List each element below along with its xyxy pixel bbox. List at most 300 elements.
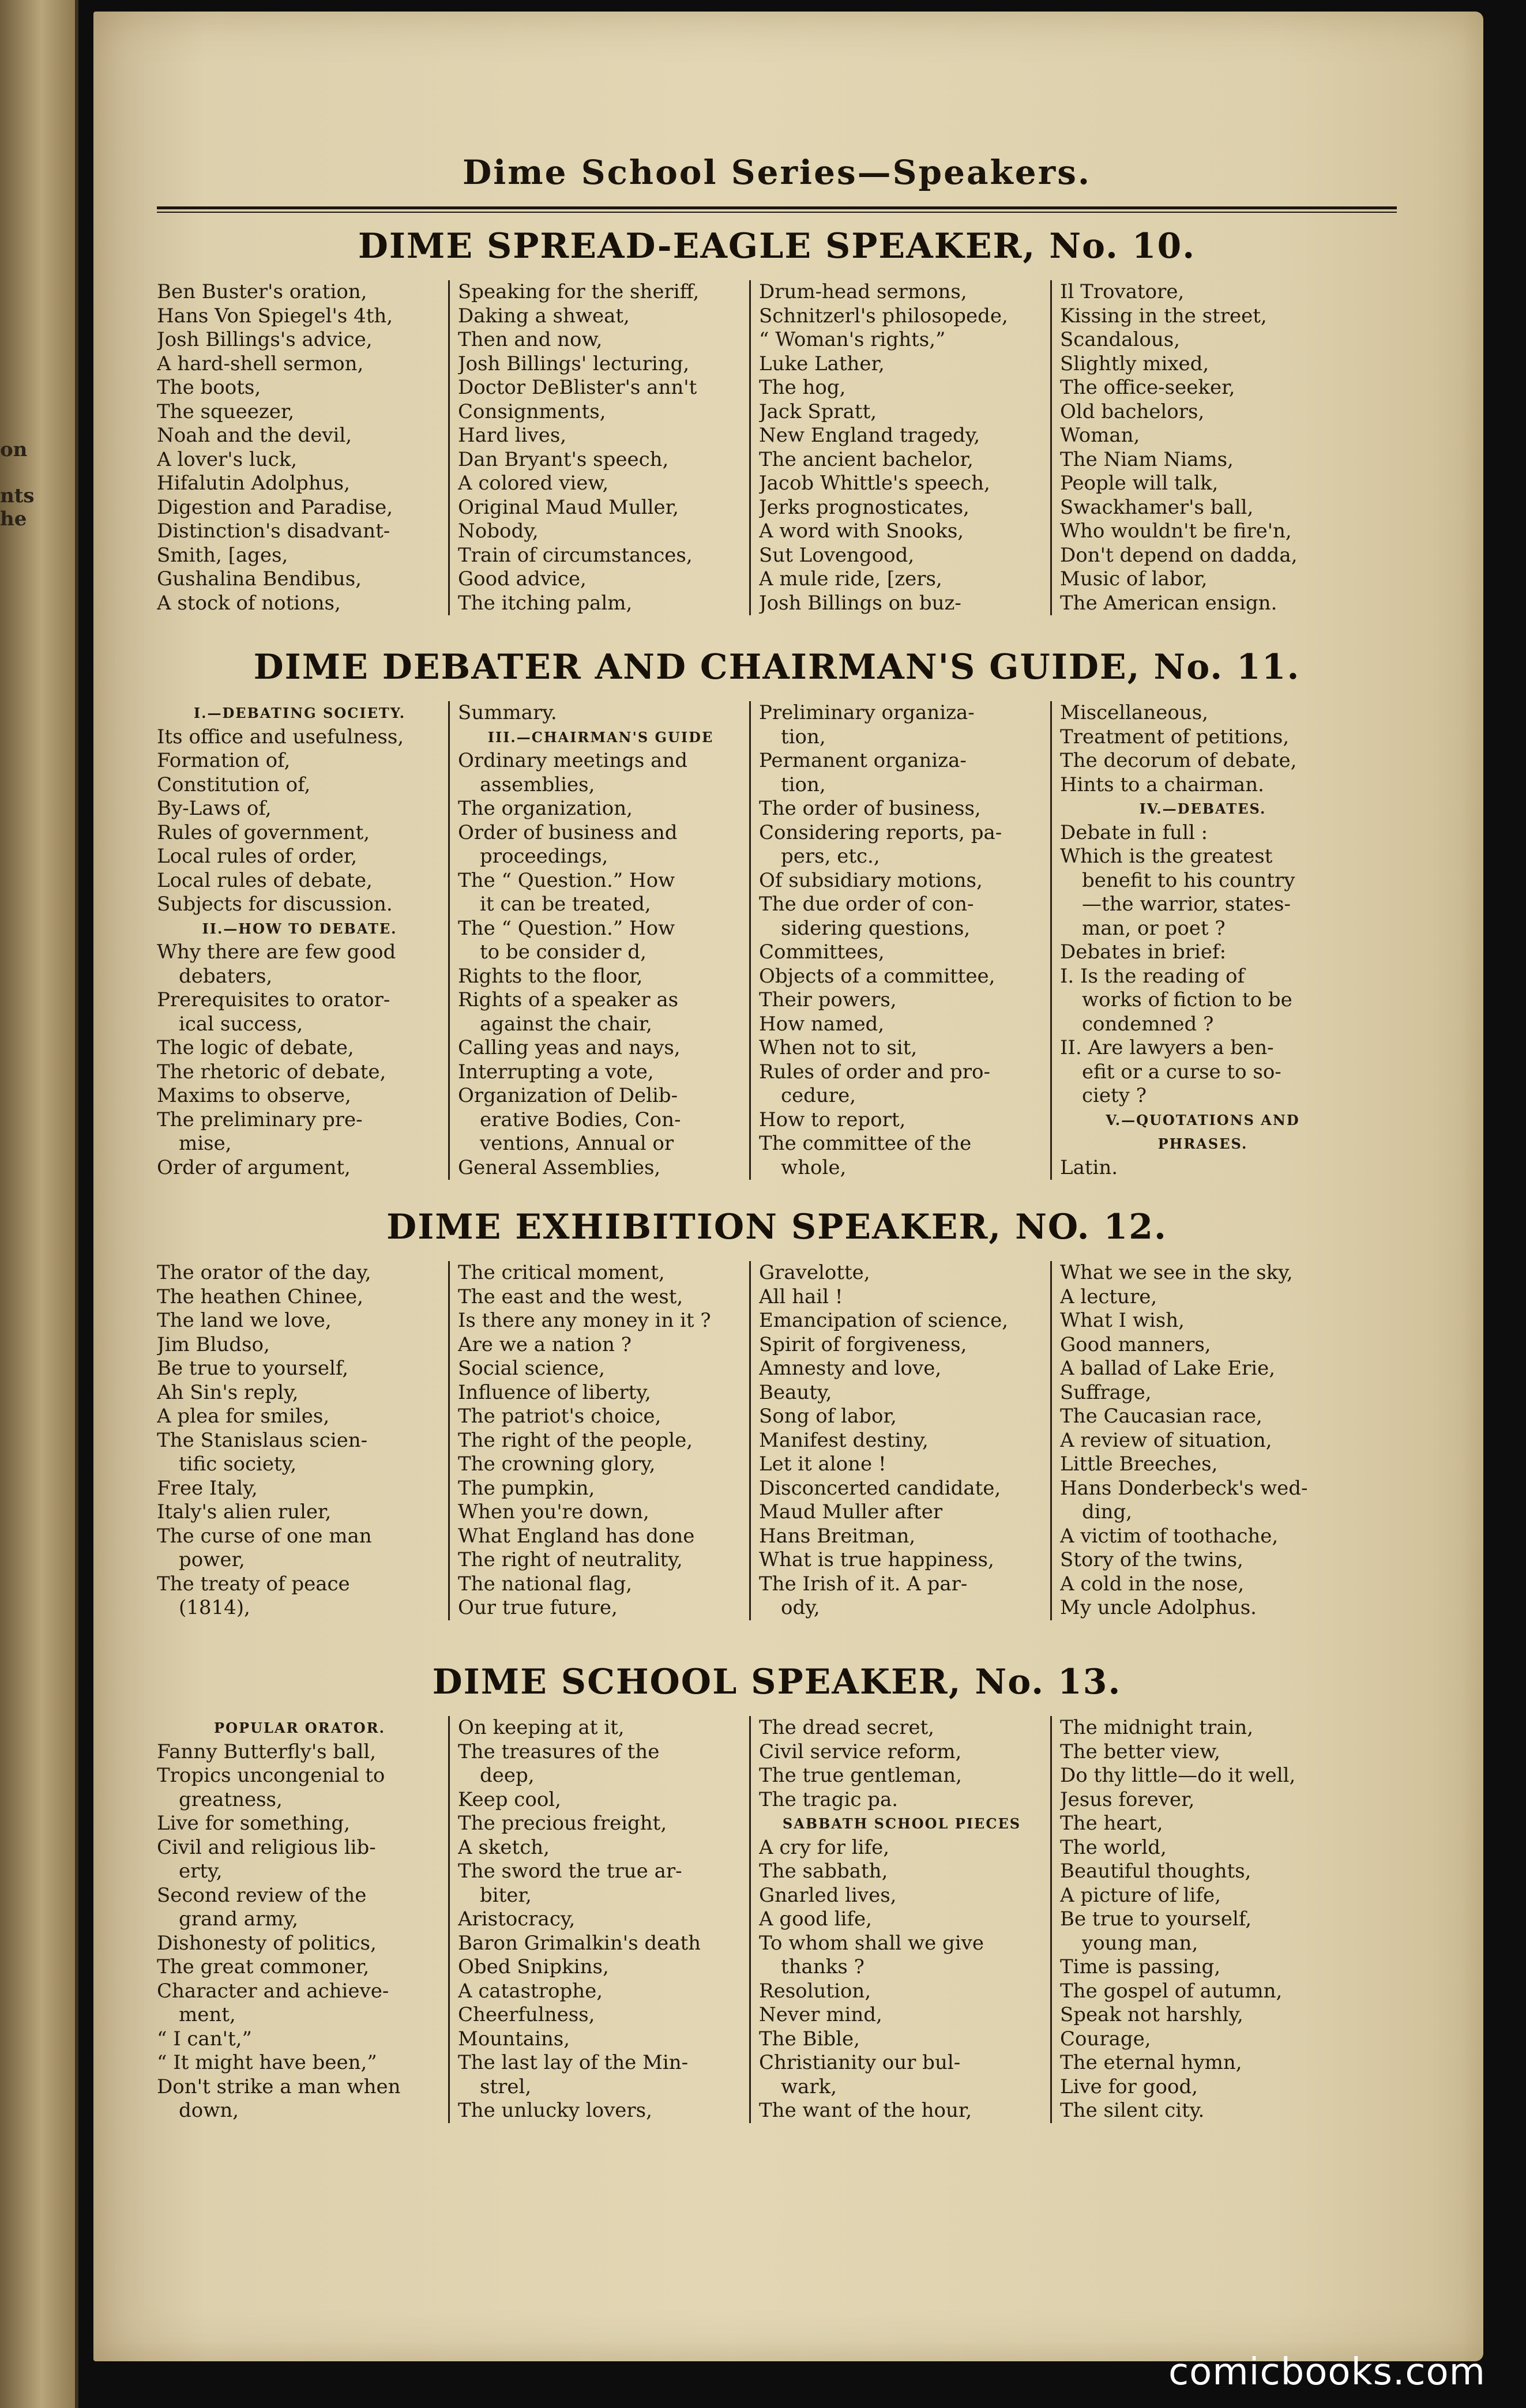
catalog-entry: Which is the greatest <box>1060 845 1273 868</box>
catalog-entry: The pumpkin, <box>458 1476 595 1500</box>
catalog-entry: Considering reports, pa- <box>759 821 1002 844</box>
catalog-entry: Order of business and <box>458 821 678 844</box>
catalog-entry: What England has done <box>458 1524 695 1548</box>
catalog-entry: whole, <box>781 1156 847 1179</box>
catalog-entry: Subjects for discussion. <box>157 893 393 916</box>
catalog-entry: The tragic pa. <box>759 1788 899 1811</box>
catalog-entry: Spirit of forgiveness, <box>759 1333 967 1356</box>
catalog-entry: Why there are few good <box>157 940 396 964</box>
prev-page-fragment: on <box>0 438 28 461</box>
catalog-entry: Of subsidiary motions, <box>759 868 983 892</box>
catalog-entry: Manifest destiny, <box>759 1428 929 1452</box>
catalog-entry: sidering questions, <box>781 916 971 940</box>
catalog-entry: Digestion and Paradise, <box>157 495 393 519</box>
catalog-entry: Rules of order and pro- <box>759 1060 990 1083</box>
catalog-entry: PHRASES. <box>1157 1135 1248 1152</box>
section-title: DIME SCHOOL SPEAKER, No. 13. <box>432 1662 1122 1702</box>
catalog-entry: Original Maud Muller, <box>458 495 679 519</box>
catalog-entry: The Caucasian race, <box>1060 1405 1262 1428</box>
catalog-entry: Interrupting a vote, <box>458 1060 654 1083</box>
catalog-entry: Rights of a speaker as <box>458 988 679 1011</box>
section-title: DIME SPREAD-EAGLE SPEAKER, No. 10. <box>358 226 1196 266</box>
catalog-entry: Prerequisites to orator- <box>157 988 390 1011</box>
catalog-entry: works of fiction to be <box>1082 988 1292 1011</box>
catalog-entry: down, <box>179 2099 239 2122</box>
catalog-entry: ical success, <box>179 1012 303 1036</box>
catalog-column <box>157 280 448 615</box>
catalog-entry: Daking a shweat, <box>458 304 630 328</box>
catalog-entry: Ben Buster's oration, <box>157 280 367 303</box>
catalog-entry: —the warrior, states- <box>1082 893 1291 916</box>
catalog-entry: Who wouldn't be fire'n, <box>1060 520 1292 543</box>
catalog-column <box>157 701 448 1180</box>
catalog-entry: Character and achieve- <box>157 1979 389 2003</box>
catalog-column <box>157 1716 448 2123</box>
catalog-entry: The silent city. <box>1060 2099 1205 2122</box>
catalog-entry: grand army, <box>179 1907 299 1931</box>
catalog-entry: Jack Spratt, <box>759 400 877 423</box>
catalog-entry: Drum-head sermons, <box>759 280 967 303</box>
catalog-entry: What we see in the sky, <box>1060 1261 1293 1284</box>
catalog-entry: A lover's luck, <box>157 447 298 471</box>
catalog-entry: The treasures of the <box>458 1740 660 1763</box>
catalog-entry: The squeezer, <box>157 400 295 423</box>
catalog-entry: The boots, <box>157 376 261 399</box>
catalog-entry: Civil and religious lib- <box>157 1835 376 1859</box>
catalog-entry: Noah and the devil, <box>157 424 352 447</box>
catalog-entry: Order of argument, <box>157 1156 351 1179</box>
catalog-entry: Cheerfulness, <box>458 2003 595 2026</box>
catalog-entry: The American ensign. <box>1060 591 1277 615</box>
catalog-column <box>157 1261 448 1620</box>
catalog-entry: The treaty of peace <box>157 1572 350 1596</box>
catalog-entry: A ballad of Lake Erie, <box>1060 1357 1276 1380</box>
catalog-entry: A catastrophe, <box>458 1979 603 2003</box>
catalog-entry: The right of the people, <box>458 1428 693 1452</box>
catalog-entry: biter, <box>480 1883 532 1907</box>
catalog-entry: cedure, <box>781 1084 856 1107</box>
catalog-entry: Story of the twins, <box>1060 1548 1243 1571</box>
catalog-entry: assemblies, <box>480 773 595 796</box>
catalog-entry: Miscellaneous, <box>1060 701 1208 724</box>
catalog-entry: The better view, <box>1060 1740 1220 1763</box>
catalog-column <box>749 1261 1050 1620</box>
catalog-entry: Keep cool, <box>458 1788 561 1811</box>
catalog-entry: Committees, <box>759 940 885 964</box>
catalog-entry: Then and now, <box>458 328 603 351</box>
catalog-entry: ciety ? <box>1082 1084 1147 1107</box>
catalog-entry: Is there any money in it ? <box>458 1309 711 1332</box>
catalog-entry: Tropics uncongenial to <box>157 1764 385 1787</box>
catalog-entry: (1814), <box>179 1596 250 1619</box>
catalog-entry: The Irish of it. A par- <box>759 1572 968 1596</box>
catalog-entry: The organization, <box>458 797 633 820</box>
catalog-entry: Rights to the floor, <box>458 964 643 988</box>
catalog-entry: The heart, <box>1060 1812 1163 1835</box>
catalog-entry: Gnarled lives, <box>759 1883 897 1907</box>
catalog-entry: Kissing in the street, <box>1060 304 1267 328</box>
catalog-entry: Live for something, <box>157 1812 350 1835</box>
catalog-entry: A colored view, <box>458 472 609 495</box>
catalog-entry: Civil service reform, <box>759 1740 962 1763</box>
catalog-entry: The preliminary pre- <box>157 1108 363 1131</box>
catalog-entry: against the chair, <box>480 1012 652 1036</box>
catalog-entry: How named, <box>759 1012 885 1036</box>
catalog-entry: When you're down, <box>458 1500 649 1523</box>
catalog-entry: tific society, <box>179 1453 297 1476</box>
catalog-entry: The midnight train, <box>1060 1716 1254 1739</box>
catalog-entry: Preliminary organiza- <box>759 701 975 724</box>
catalog-column <box>1050 701 1351 1180</box>
catalog-entry: Be true to yourself, <box>157 1357 349 1380</box>
catalog-entry: “ I can't,” <box>157 2027 252 2050</box>
catalog-entry: Fanny Butterfly's ball, <box>157 1740 377 1763</box>
catalog-entry: Ordinary meetings and <box>458 749 688 772</box>
catalog-entry: V.—QUOTATIONS AND <box>1106 1111 1300 1128</box>
catalog-entry: The curse of one man <box>157 1524 372 1548</box>
catalog-entry: The rhetoric of debate, <box>157 1060 386 1083</box>
catalog-entry: A victim of toothache, <box>1060 1524 1279 1548</box>
catalog-entry: debaters, <box>179 964 273 988</box>
catalog-entry: New England tragedy, <box>759 424 980 447</box>
catalog-entry: Slightly mixed, <box>1060 352 1209 375</box>
catalog-entry: Are we a nation ? <box>458 1333 632 1356</box>
catalog-entry: Courage, <box>1060 2027 1151 2050</box>
catalog-entry: Beauty, <box>759 1380 832 1404</box>
catalog-entry: Christianity our bul- <box>759 2051 961 2074</box>
catalog-entry: The due order of con- <box>759 893 974 916</box>
catalog-entry: Nobody, <box>458 520 539 543</box>
catalog-column <box>1050 280 1351 615</box>
catalog-entry: Music of labor, <box>1060 567 1208 590</box>
catalog-entry: Never mind, <box>759 2003 882 2026</box>
prev-page-fragment: nts <box>0 484 35 507</box>
catalog-entry: The national flag, <box>458 1572 633 1596</box>
catalog-entry: ment, <box>179 2003 236 2026</box>
catalog-entry: Sut Lovengood, <box>759 543 915 567</box>
book-page <box>93 12 1483 2361</box>
catalog-entry: Hifalutin Adolphus, <box>157 472 350 495</box>
catalog-entry: A review of situation, <box>1060 1428 1272 1452</box>
catalog-entry: The precious freight, <box>458 1812 667 1835</box>
catalog-entry: Gushalina Bendibus, <box>157 567 362 590</box>
catalog-entry: The sabbath, <box>759 1860 888 1883</box>
catalog-entry: Summary. <box>458 701 557 724</box>
catalog-entry: The true gentleman, <box>759 1764 962 1787</box>
catalog-entry: A sketch, <box>458 1835 550 1859</box>
catalog-entry: The east and the west, <box>458 1285 683 1308</box>
catalog-column <box>448 1261 749 1620</box>
catalog-entry: My uncle Adolphus. <box>1060 1596 1257 1619</box>
catalog-entry: Second review of the <box>157 1883 367 1907</box>
catalog-entry: The sword the true ar- <box>458 1860 682 1883</box>
catalog-entry: Josh Billings's advice, <box>157 328 373 351</box>
catalog-entry: The heathen Chinee, <box>157 1285 363 1308</box>
catalog-entry: The critical moment, <box>458 1261 665 1284</box>
catalog-entry: The great commoner, <box>157 1955 370 1978</box>
catalog-column <box>749 701 1050 1180</box>
catalog-entry: Influence of liberty, <box>458 1380 651 1404</box>
catalog-entry: Schnitzerl's philosopede, <box>759 304 1008 328</box>
catalog-entry: Time is passing, <box>1060 1955 1221 1978</box>
catalog-entry: Disconcerted candidate, <box>759 1476 1001 1500</box>
catalog-entry: thanks ? <box>781 1955 865 1978</box>
catalog-entry: Beautiful thoughts, <box>1060 1860 1251 1883</box>
catalog-entry: “ Woman's rights,” <box>759 328 946 351</box>
catalog-entry: Jesus forever, <box>1060 1788 1195 1811</box>
catalog-entry: Smith, [ages, <box>157 543 288 567</box>
catalog-entry: A word with Snooks, <box>759 520 964 543</box>
catalog-entry: A hard-shell sermon, <box>157 352 364 375</box>
catalog-entry: Distinction's disadvant- <box>157 520 390 543</box>
catalog-entry: power, <box>179 1548 245 1571</box>
catalog-entry: greatness, <box>179 1788 283 1811</box>
catalog-entry: wark, <box>781 2075 837 2098</box>
catalog-entry: By-Laws of, <box>157 797 272 820</box>
catalog-entry: Jerks prognosticates, <box>759 495 969 519</box>
catalog-entry: Free Italy, <box>157 1476 258 1500</box>
catalog-section-no-11 <box>157 641 1397 1180</box>
catalog-entry: The Stanislaus scien- <box>157 1428 368 1452</box>
catalog-entry: The logic of debate, <box>157 1036 354 1059</box>
catalog-entry: Hans Von Spiegel's 4th, <box>157 304 393 328</box>
catalog-entry: Maxims to observe, <box>157 1084 351 1107</box>
section-columns <box>157 1261 1397 1620</box>
catalog-entry: Mountains, <box>458 2027 570 2050</box>
catalog-entry: Little Breeches, <box>1060 1453 1218 1476</box>
catalog-entry: Hints to a chairman. <box>1060 773 1264 796</box>
catalog-section-no-13 <box>157 1656 1397 2123</box>
catalog-entry: The gospel of autumn, <box>1060 1979 1283 2003</box>
catalog-section-no-12 <box>157 1201 1397 1620</box>
catalog-entry: Do thy little—do it well, <box>1060 1764 1296 1787</box>
catalog-entry: Gravelotte, <box>759 1261 870 1284</box>
section-columns <box>157 280 1397 615</box>
catalog-entry: Latin. <box>1060 1156 1118 1179</box>
catalog-entry: Maud Muller after <box>759 1500 943 1523</box>
catalog-entry: The itching palm, <box>458 591 633 615</box>
catalog-entry: pers, etc., <box>781 845 880 868</box>
catalog-entry: Ah Sin's reply, <box>157 1380 299 1404</box>
catalog-entry: The office-seeker, <box>1060 376 1235 399</box>
catalog-entry: The orator of the day, <box>157 1261 371 1284</box>
catalog-entry: Josh Billings on buz- <box>759 591 961 615</box>
catalog-entry: Good manners, <box>1060 1333 1211 1356</box>
catalog-entry: Be true to yourself, <box>1060 1907 1252 1931</box>
catalog-entry: Doctor DeBlister's ann't <box>458 376 697 399</box>
catalog-entry: Organization of Delib- <box>458 1084 678 1107</box>
catalog-column <box>448 1716 749 2123</box>
catalog-entry: General Assemblies, <box>458 1156 661 1179</box>
catalog-entry: IV.—DEBATES. <box>1139 800 1266 817</box>
catalog-entry: The eternal hymn, <box>1060 2051 1242 2074</box>
catalog-entry: A cry for life, <box>759 1835 890 1859</box>
catalog-entry: Its office and usefulness, <box>157 725 404 748</box>
catalog-entry: All hail ! <box>759 1285 843 1308</box>
catalog-entry: Speaking for the sheriff, <box>458 280 700 303</box>
catalog-entry: Old bachelors, <box>1060 400 1205 423</box>
catalog-entry: Resolution, <box>759 1979 871 2003</box>
section-columns <box>157 701 1397 1180</box>
catalog-entry: Aristocracy, <box>458 1907 576 1931</box>
catalog-entry: A stock of notions, <box>157 591 341 615</box>
catalog-entry: tion, <box>781 773 826 796</box>
catalog-entry: POPULAR ORATOR. <box>214 1720 385 1736</box>
catalog-entry: The committee of the <box>759 1132 972 1155</box>
catalog-entry: Jim Bludso, <box>157 1333 270 1356</box>
catalog-entry: man, or poet ? <box>1082 916 1226 940</box>
catalog-entry: Objects of a committee, <box>759 964 995 988</box>
catalog-entry: The order of business, <box>759 797 981 820</box>
catalog-entry: deep, <box>480 1764 535 1787</box>
catalog-entry: Obed Snipkins, <box>458 1955 609 1978</box>
catalog-entry: The ancient bachelor, <box>759 447 974 471</box>
catalog-entry: Dan Bryant's speech, <box>458 447 669 471</box>
catalog-entry: III.—CHAIRMAN'S GUIDE <box>487 728 714 746</box>
catalog-entry: “ It might have been,” <box>157 2051 377 2074</box>
catalog-entry: Social science, <box>458 1357 605 1380</box>
catalog-entry: The dread secret, <box>759 1716 934 1739</box>
catalog-entry: Jacob Whittle's speech, <box>759 472 990 495</box>
catalog-entry: Swackhamer's ball, <box>1060 495 1254 519</box>
catalog-entry: Song of labor, <box>759 1405 897 1428</box>
catalog-entry: erty, <box>179 1860 223 1883</box>
catalog-entry: On keeping at it, <box>458 1716 625 1739</box>
catalog-column <box>1050 1261 1351 1620</box>
catalog-entry: Live for good, <box>1060 2075 1198 2098</box>
catalog-entry: Let it alone ! <box>759 1453 886 1476</box>
catalog-entry: The right of neutrality, <box>458 1548 683 1571</box>
catalog-entry: The decorum of debate, <box>1060 749 1297 772</box>
catalog-entry: proceedings, <box>480 845 608 868</box>
catalog-entry: A picture of life, <box>1060 1883 1221 1907</box>
catalog-entry: Debate in full : <box>1060 821 1208 844</box>
catalog-entry: The world, <box>1060 1835 1167 1859</box>
catalog-entry: The “ Question.” How <box>458 868 675 892</box>
catalog-entry: A cold in the nose, <box>1060 1572 1245 1596</box>
catalog-entry: The crowning glory, <box>458 1453 656 1476</box>
catalog-entry: Their powers, <box>759 988 897 1011</box>
catalog-entry: Josh Billings' lecturing, <box>458 352 690 375</box>
catalog-entry: Consignments, <box>458 400 606 423</box>
catalog-entry: condemned ? <box>1082 1012 1214 1036</box>
catalog-entry: Woman, <box>1060 424 1140 447</box>
section-columns <box>157 1716 1397 2123</box>
section-title: DIME DEBATER AND CHAIRMAN'S GUIDE, No. 11. <box>253 647 1301 687</box>
catalog-entry: to be consider d, <box>480 940 647 964</box>
catalog-entry: Local rules of order, <box>157 845 358 868</box>
catalog-entry: Good advice, <box>458 567 587 590</box>
catalog-entry: Debates in brief: <box>1060 940 1227 964</box>
catalog-column <box>448 701 749 1180</box>
catalog-entry: Formation of, <box>157 749 291 772</box>
catalog-entry: Calling yeas and nays, <box>458 1036 681 1059</box>
catalog-entry: Luke Lather, <box>759 352 885 375</box>
catalog-entry: erative Bodies, Con- <box>480 1108 681 1131</box>
catalog-entry: The last lay of the Min- <box>458 2051 689 2074</box>
catalog-entry: A lecture, <box>1060 1285 1157 1308</box>
catalog-entry: The unlucky lovers, <box>458 2099 652 2122</box>
prev-page-fragment: he <box>0 507 27 530</box>
catalog-entry: I. Is the reading of <box>1060 964 1245 988</box>
catalog-entry: A plea for smiles, <box>157 1405 330 1428</box>
catalog-entry: ding, <box>1082 1500 1133 1523</box>
catalog-entry: Rules of government, <box>157 821 370 844</box>
catalog-entry: Speak not harshly, <box>1060 2003 1243 2026</box>
catalog-entry: benefit to his country <box>1082 868 1295 892</box>
catalog-entry: The Bible, <box>759 2027 860 2050</box>
catalog-entry: Italy's alien ruler, <box>157 1500 332 1523</box>
catalog-entry: Baron Grimalkin's death <box>458 1931 701 1955</box>
catalog-entry: Dishonesty of politics, <box>157 1931 377 1955</box>
catalog-entry: efit or a curse to so- <box>1082 1060 1281 1083</box>
catalog-entry: The “ Question.” How <box>458 916 675 940</box>
catalog-entry: Il Trovatore, <box>1060 280 1185 303</box>
catalog-entry: II.—HOW TO DEBATE. <box>202 920 397 937</box>
catalog-entry: Suffrage, <box>1060 1380 1152 1404</box>
catalog-entry: What I wish, <box>1060 1309 1185 1332</box>
catalog-entry: What is true happiness, <box>759 1548 994 1571</box>
catalog-entry: The patriot's choice, <box>458 1405 661 1428</box>
running-head: Dime School Series—Speakers. <box>462 153 1092 192</box>
catalog-entry: Don't depend on dadda, <box>1060 543 1298 567</box>
catalog-entry: II. Are lawyers a ben- <box>1060 1036 1274 1059</box>
catalog-entry: Scandalous, <box>1060 328 1181 351</box>
catalog-entry: People will talk, <box>1060 472 1219 495</box>
catalog-entry: ventions, Annual or <box>480 1132 674 1155</box>
section-title: DIME EXHIBITION SPEAKER, NO. 12. <box>386 1207 1167 1247</box>
catalog-entry: Don't strike a man when <box>157 2075 401 2098</box>
catalog-entry: I.—DEBATING SOCIETY. <box>193 705 406 721</box>
catalog-entry: Treatment of petitions, <box>1060 725 1290 748</box>
catalog-entry: Our true future, <box>458 1596 618 1619</box>
catalog-entry: Hans Donderbeck's wed- <box>1060 1476 1308 1500</box>
catalog-column <box>448 280 749 615</box>
catalog-section-no-10 <box>157 220 1397 615</box>
catalog-entry: it can be treated, <box>480 893 651 916</box>
catalog-entry: A good life, <box>759 1907 872 1931</box>
catalog-entry: The Niam Niams, <box>1060 447 1234 471</box>
catalog-entry: Train of circumstances, <box>458 543 693 567</box>
catalog-entry: ody, <box>781 1596 820 1619</box>
catalog-entry: Permanent organiza- <box>759 749 967 772</box>
site-watermark: comicbooks.com <box>1168 2351 1486 2394</box>
catalog-entry: tion, <box>781 725 826 748</box>
catalog-entry: Amnesty and love, <box>759 1357 942 1380</box>
catalog-entry: How to report, <box>759 1108 906 1131</box>
catalog-entry: When not to sit, <box>759 1036 918 1059</box>
catalog-entry: young man, <box>1082 1931 1198 1955</box>
catalog-column <box>749 280 1050 615</box>
catalog-entry: Emancipation of science, <box>759 1309 1009 1332</box>
catalog-column <box>1050 1716 1351 2123</box>
catalog-entry: Local rules of debate, <box>157 868 373 892</box>
header-rule <box>157 206 1397 213</box>
catalog-entry: To whom shall we give <box>759 1931 984 1955</box>
catalog-entry: mise, <box>179 1132 232 1155</box>
catalog-entry: A mule ride, [zers, <box>759 567 942 590</box>
previous-page-edge <box>0 0 78 2408</box>
catalog-entry: Constitution of, <box>157 773 311 796</box>
catalog-entry: The land we love, <box>157 1309 332 1332</box>
catalog-entry: SABBATH SCHOOL PIECES <box>782 1815 1021 1832</box>
catalog-entry: Hard lives, <box>458 424 567 447</box>
catalog-column <box>749 1716 1050 2123</box>
catalog-entry: The want of the hour, <box>759 2099 972 2122</box>
catalog-entry: Hans Breitman, <box>759 1524 916 1548</box>
catalog-entry: The hog, <box>759 376 846 399</box>
catalog-entry: strel, <box>480 2075 532 2098</box>
